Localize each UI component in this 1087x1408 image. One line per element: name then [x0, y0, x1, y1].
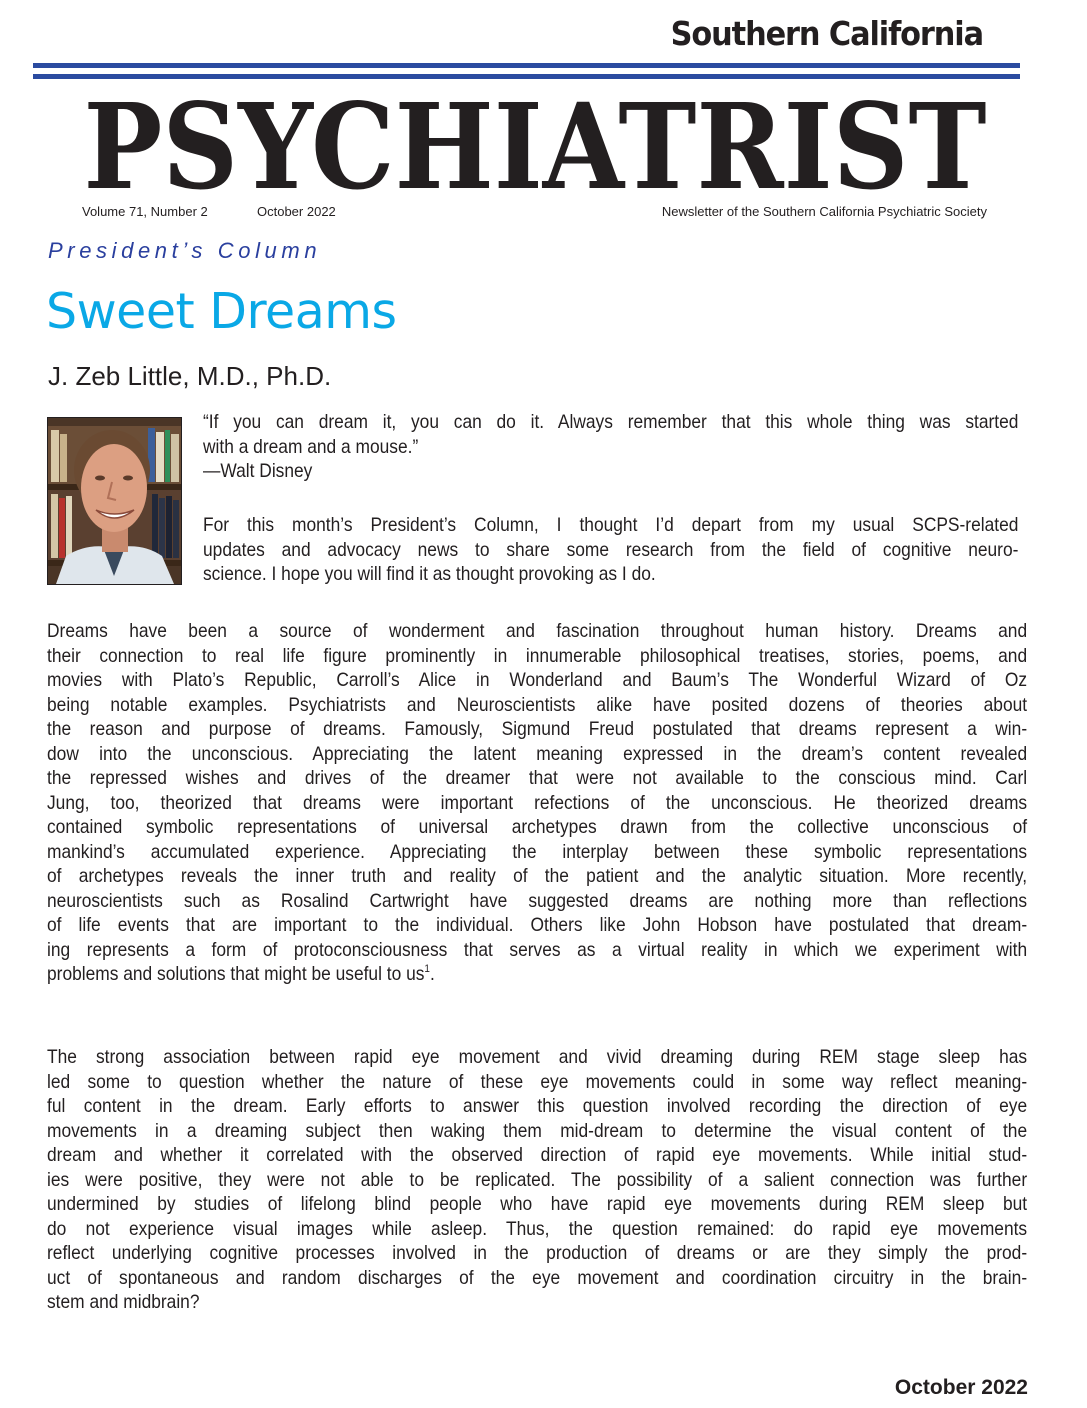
body-line: dow into the unconscious. Appreciating the latent meaning expressed in the dream’s content revealed — [47, 743, 1028, 765]
newsletter-tagline: Newsletter of the Southern California Psychiatric Society — [661, 204, 987, 219]
intro-line: science. I hope you will find it as thought provoking as I do. — [203, 564, 656, 585]
article-title: Sweet Dreams — [46, 283, 397, 340]
intro-paragraph — [203, 514, 1087, 588]
region-label: Southern California — [670, 14, 983, 53]
article-author: J. Zeb Little, M.D., Ph.D. — [48, 361, 332, 391]
body-line: ing represents a form of protoconsciousness that serves as a virtual reality in which we experiment with — [47, 939, 1028, 961]
body-paragraph-1 — [47, 620, 1087, 988]
body-line: Dreams have been a source of wonderment and fascination throughout human history. Dreams and — [47, 621, 1028, 642]
body-line-last — [47, 963, 1027, 988]
body-line: The strong association between rapid eye movement and vivid dreaming during REM stage sleep has — [47, 1047, 1028, 1068]
masthead-title: PSYCHIATRIST — [83, 78, 987, 198]
section-label: President’s Column — [48, 238, 322, 263]
body-line: the reason and purpose of dreams. Famously, Sigmund Freud postulated that dreams represent a win- — [47, 719, 1028, 740]
author-photo — [47, 417, 182, 585]
author-portrait-illustration — [48, 418, 181, 584]
intro-lines — [203, 514, 1018, 588]
masthead-logo — [80, 78, 990, 198]
body-line: neuroscientists such as Rosalind Cartwright have suggested dreams are nothing more than reflections — [47, 890, 1028, 912]
body-line: contained symbolic representations of universal archetypes drawn from the collective unconscious of — [47, 817, 1028, 838]
quote-lines — [203, 411, 1018, 485]
body-paragraph-2 — [47, 1046, 1087, 1316]
header-rule-top — [33, 63, 1020, 68]
body-line: undermined by studies of lifelong blind people who have rapid eye movements during REM sleep but — [47, 1194, 1028, 1215]
intro-line: For this month’s President’s Column, I thought I’d depart from my usual SCPS-related — [203, 515, 1019, 536]
issue-volume: Volume 71, Number 2 — [82, 204, 208, 219]
masthead-wordmark — [80, 78, 990, 198]
body-line: led some to question whether the nature of these eye movements could in some way reflect meaning- — [47, 1071, 1028, 1093]
epigraph-quote — [203, 411, 1087, 485]
body-line: Jung, too, theorized that dreams were important refections of the unconscious. He theorized dreams — [47, 792, 1028, 814]
body-line-text: problems and solutions that might be useful to us — [47, 964, 425, 985]
body-line: stem and midbrain? — [47, 1292, 200, 1313]
body-line: movements in a dreaming subject then waking them mid-dream to determine the visual content of the — [47, 1120, 1028, 1142]
body-line: being notable examples. Psychiatrists and Neuroscientists alike have posited dozens of theories about — [47, 694, 1028, 716]
footnote-reference[interactable]: 1 — [424, 963, 430, 975]
quote-line: “If you can dream it, you can do it. Always remember that this whole thing was started — [203, 412, 1019, 433]
quote-attribution: —Walt Disney — [203, 461, 313, 482]
body-line: ies were positive, they were not able to be replicated. The possibility of a salient connection was further — [47, 1169, 1028, 1191]
body-line: dream and whether it correlated with the observed direction of rapid eye movements. While initial stud- — [47, 1145, 1028, 1166]
body-line: ful content in the dream. Early efforts to answer this question involved recording the direction of eye — [47, 1096, 1028, 1117]
sentence-end: . — [429, 964, 435, 985]
body-line: their connection to real life figure prominently in innumerable philosophical treatises, stories, poems, and — [47, 645, 1028, 667]
body-line: mankind’s accumulated experience. Appreciating the interplay between these symbolic representations — [47, 841, 1028, 863]
quote-line: with a dream and a mouse.” — [203, 436, 419, 458]
body-line: reflect underlying cognitive processes involved in the production of dreams or are they simply the prod- — [47, 1243, 1028, 1264]
footer-date: October 2022 — [894, 1376, 1028, 1399]
body-line: of archetypes reveals the inner truth and reality of the patient and the analytic situation. More recently, — [47, 866, 1028, 887]
paragraph-1-lines — [47, 620, 1027, 988]
body-line: the repressed wishes and drives of the dreamer that were not available to the conscious mind. Carl — [47, 768, 1028, 789]
body-line: movies with Plato’s Republic, Carroll’s Alice in Wonderland and Baum’s The Wonderful Wizard of Oz — [47, 670, 1028, 691]
intro-line: updates and advocacy news to share some research from the field of cognitive neuro- — [203, 539, 1019, 561]
body-line: do not experience visual images while asleep. Thus, the question remained: do rapid eye movements — [47, 1218, 1028, 1240]
paragraph-2-lines — [47, 1046, 1027, 1316]
issue-date: October 2022 — [257, 204, 336, 219]
body-line: of life events that are important to the individual. Others like John Hobson have postulated that dream- — [47, 915, 1028, 936]
body-line: uct of spontaneous and random discharges of the eye movement and coordination circuitry in the brain- — [47, 1267, 1028, 1289]
